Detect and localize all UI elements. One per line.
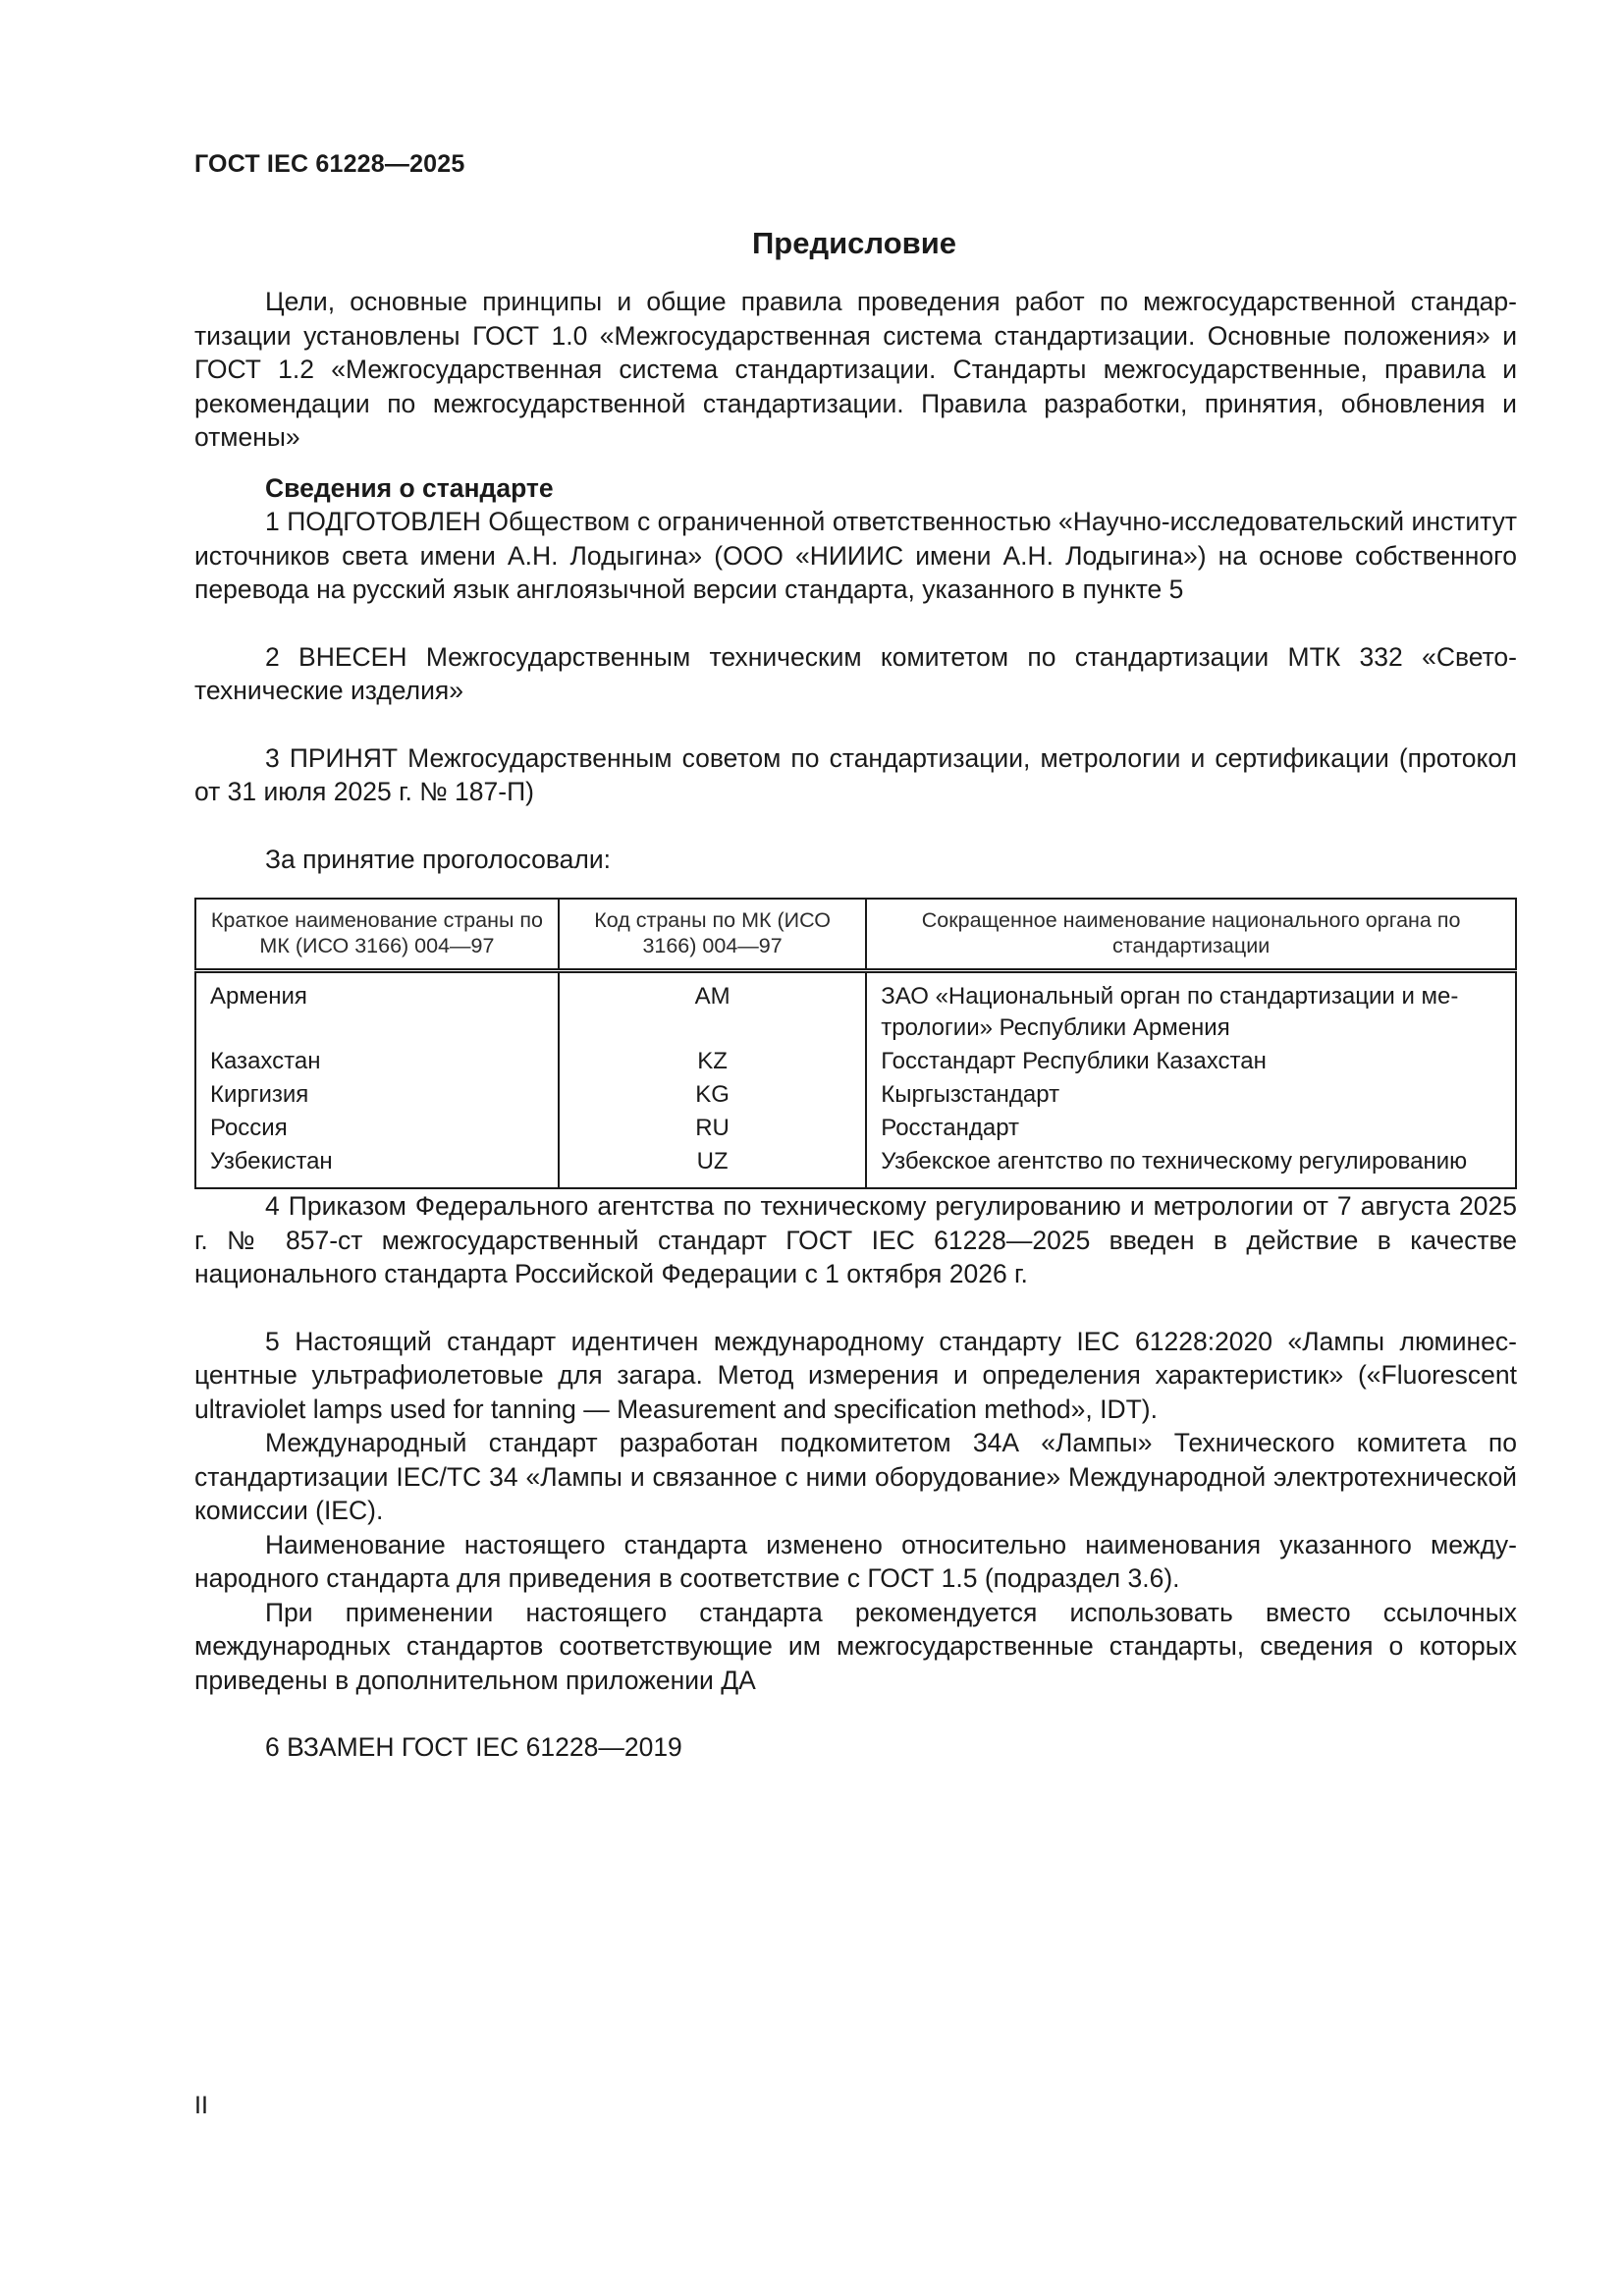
page-content [194, 285, 1517, 1765]
body-cell: Узбекское агентство по техническому регулированию [866, 1145, 1516, 1188]
country-cell: Казахстан [195, 1045, 559, 1078]
body-cell: ЗАО «Национальный орган по стандартизации и метрологии» Республики Армения [866, 971, 1516, 1046]
table-row [195, 971, 1516, 1046]
page-title: Предисловие [751, 226, 956, 260]
column-header-body: Сокращенное наименование национального органа по стандартизации [866, 899, 1516, 971]
item-5-paragraph-2: Международный стандарт разработан подкомитетом 34А «Лампы» Технического комитета по стандартизации IEC/TC 34 «Лампы и связанное с ними оборудование» Международной электротехнической комиссии (IEC). [194, 1428, 1517, 1525]
column-header-code: Код страны по МК (ИСО 3166) 004—97 [559, 899, 866, 971]
item-5-paragraph: 5 Настоящий стандарт идентичен международному стандарту IEC 61228:2020 «Лампы люминесцентные ультрафиолетовые для загара. Метод измерения и определения характеристик» («Fluorescent ultraviolet lamps used for tanning — Measurement and specification method», IDT). [194, 1326, 1517, 1424]
country-cell: Россия [195, 1112, 559, 1145]
item-5-paragraph-3: Наименование настоящего стандарта изменено относительно наименования указанного международного стандарта для приведения в соответствие с ГОСТ 1.5 (подраздел 3.6). [194, 1529, 1517, 1593]
table-row [195, 1078, 1516, 1112]
voted-label: За принятие проголосовали: [265, 844, 612, 874]
code-cell: KZ [559, 1045, 866, 1078]
column-header-country: Краткое наименование страны по МК (ИСО 3166) 004—97 [195, 899, 559, 971]
country-cell: Армения [195, 971, 559, 1046]
document-header: ГОСТ IEC 61228—2025 [194, 150, 465, 178]
item-5-paragraph-4: При применении настоящего стандарта рекомендуется использовать вместо ссылочных международных стандартов соответствующие им межгосударственные стандарты, сведения о которых приведены в дополнительном приложении ДА [194, 1597, 1517, 1695]
code-cell: AM [559, 971, 866, 1046]
item-1-paragraph: 1 ПОДГОТОВЛЕН Обществом с ограниченной ответственностью «Научно-исследовательский институт источников света имени А.Н. Лодыгина» (ООО «НИИИС имени А.Н. Лодыгина») на основе собственного перевода на русский язык англоязычной версии стандарта, указанного в пункте 5 [194, 507, 1517, 604]
item-3-paragraph: 3 ПРИНЯТ Межгосударственным советом по стандартизации, метрологии и сертификации (протокол от 31 июля 2025 г. № 187-П) [194, 742, 1517, 806]
country-cell: Киргизия [195, 1078, 559, 1112]
page-number: II [194, 2092, 208, 2119]
code-cell: UZ [559, 1145, 866, 1188]
table-row [195, 1112, 1516, 1145]
section-heading: Сведения о стандарте [265, 472, 554, 503]
code-cell: KG [559, 1078, 866, 1112]
table-row [195, 1145, 1516, 1188]
item-4-paragraph: 4 Приказом Федерального агентства по техническому регулированию и метрологии от 7 августа 2025 г. № 857-ст межгосударственный стандарт ГОСТ IEC 61228—2025 введен в действие в качестве национального стандарта Российской Федерации с 1 октября 2026 г. [194, 1191, 1517, 1288]
table-row [195, 1045, 1516, 1078]
code-cell: RU [559, 1112, 866, 1145]
item-6-paragraph: 6 ВЗАМЕН ГОСТ IEC 61228—2019 [265, 1732, 682, 1762]
table-header-row [195, 899, 1516, 971]
body-cell: Госстандарт Республики Казахстан [866, 1045, 1516, 1078]
voting-table [194, 898, 1517, 1189]
country-cell: Узбекистан [195, 1145, 559, 1188]
item-2-paragraph: 2 ВНЕСЕН Межгосударственным техническим комитетом по стандартизации МТК 332 «Светотехнические изделия» [194, 641, 1517, 705]
body-cell: Росстандарт [866, 1112, 1516, 1145]
body-cell: Кыргызстандарт [866, 1078, 1516, 1112]
intro-paragraph: Цели, основные принципы и общие правила проведения работ по межгосударственной стандартизации установлены ГОСТ 1.0 «Межгосударственная система стандартизации. Основные положения» и ГОСТ 1.2 «Межгосударственная система стандартизации. Стандарты межгосударственные, правила и рекомендации по межгосударственной стандартизации. Правила разработки, принятия, обновления и отмены» [194, 287, 1517, 452]
